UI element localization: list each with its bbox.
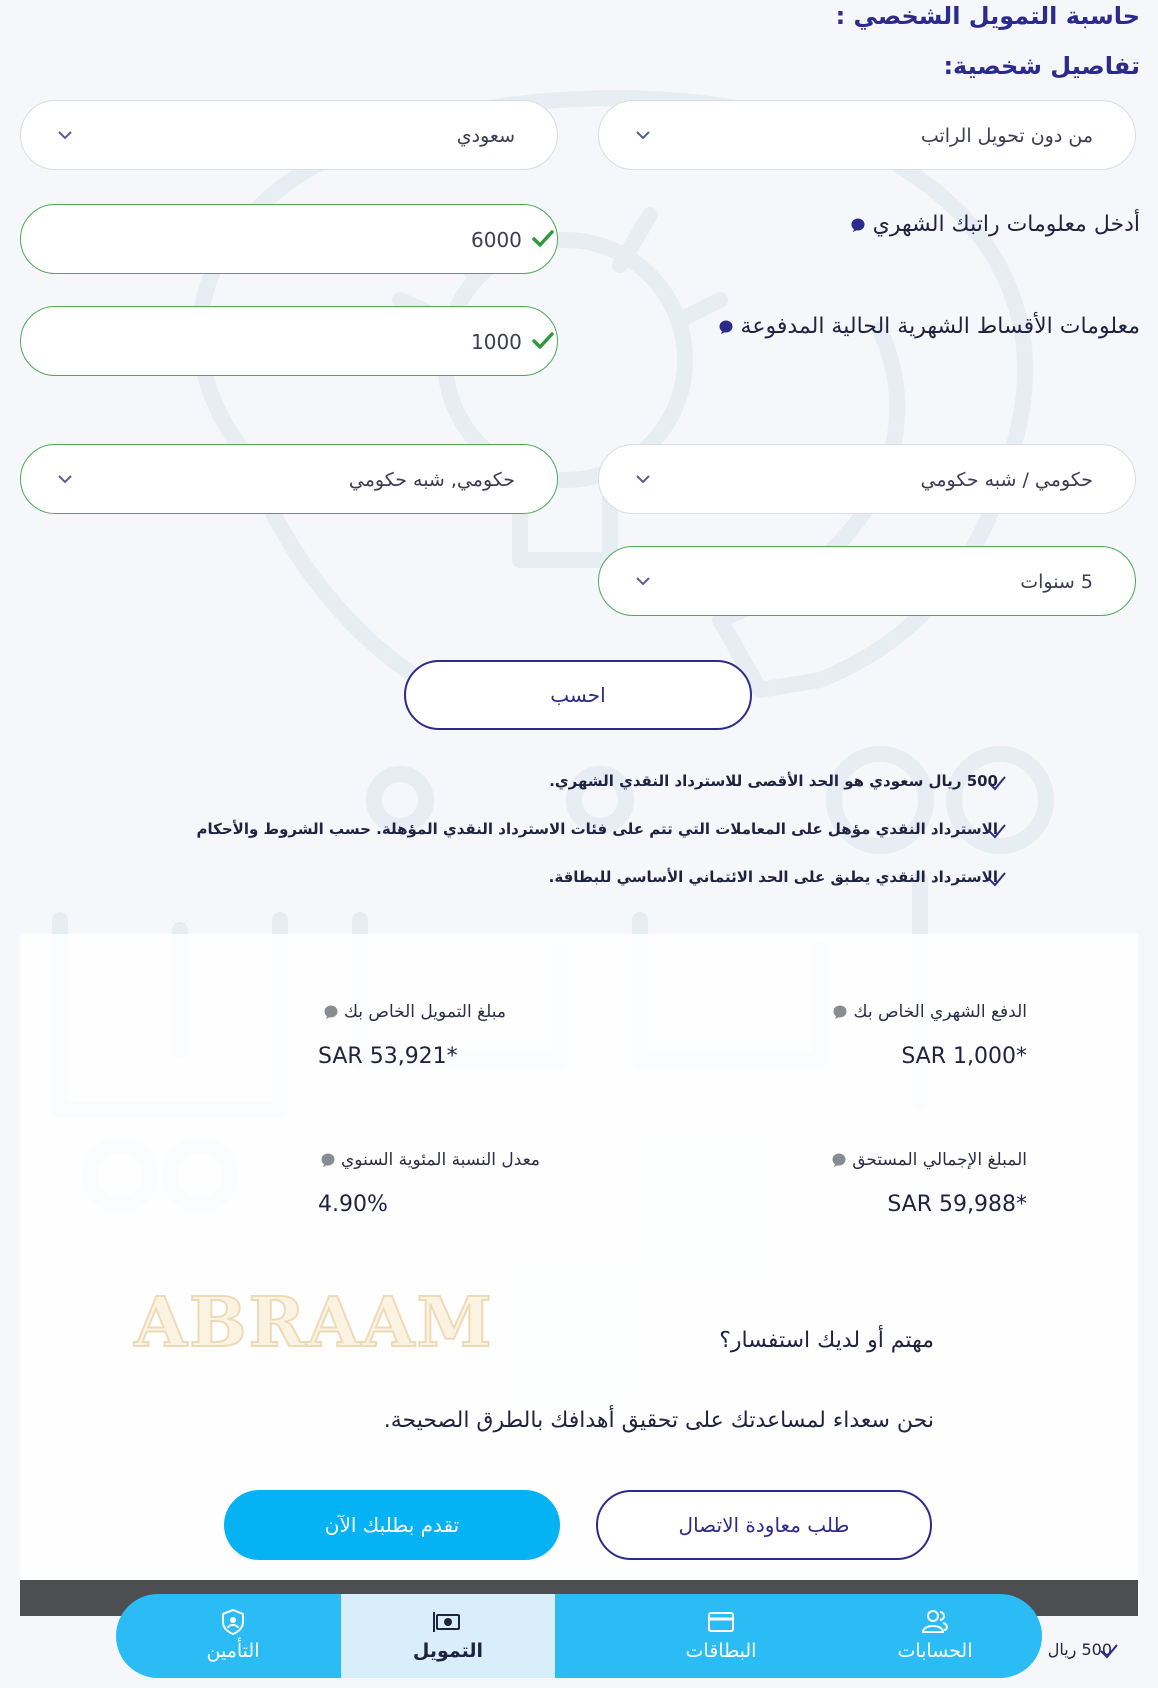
check-icon (1098, 1640, 1120, 1662)
info-icon[interactable] (831, 1152, 847, 1168)
salary-label-text: أدخل معلومات راتبك الشهري (872, 212, 1140, 237)
nationality-select-value: سعودي (456, 125, 515, 147)
monthly-payment-value: SAR 1,000* (901, 1044, 1027, 1069)
finance-amount-label-text: مبلغ التمويل الخاص بك (343, 1002, 506, 1022)
chevron-down-icon (53, 467, 77, 491)
employer-select[interactable] (20, 444, 558, 514)
employer-select-value: حكومي, شبه حكومي (348, 469, 515, 491)
total-due-label-text: المبلغ الإجمالي المستحق (852, 1150, 1027, 1170)
apply-now-button[interactable]: تقدم بطلبك الآن (224, 1490, 560, 1560)
nav-financing[interactable] (341, 1594, 555, 1678)
page-title: حاسبة التمويل الشخصي : (835, 2, 1140, 30)
info-icon[interactable] (320, 1152, 336, 1168)
tenure-select[interactable] (598, 546, 1136, 616)
chevron-down-icon (53, 123, 77, 147)
nav-insurance-label: التأمين (206, 1640, 260, 1662)
contact-question: مهتم أو لديك استفسار؟ (719, 1328, 934, 1353)
total-due-value: SAR 59,988* (887, 1192, 1027, 1217)
callback-request-button[interactable]: طلب معاودة الاتصال (596, 1490, 932, 1560)
chevron-down-icon (631, 569, 655, 593)
check-icon (529, 327, 557, 355)
bottom-navigation (116, 1594, 1042, 1678)
nav-cards[interactable] (614, 1594, 828, 1678)
info-icon[interactable] (850, 217, 866, 233)
installments-label (712, 314, 1140, 339)
card-icon (706, 1608, 736, 1636)
finance-amount-label (317, 1002, 506, 1022)
calculate-button[interactable]: احسب (404, 660, 752, 730)
money-icon (433, 1608, 463, 1636)
sector-select-value: حكومي / شبه حكومي (920, 469, 1093, 491)
nav-accounts[interactable] (828, 1594, 1042, 1678)
salary-label (844, 212, 1140, 237)
total-due-label (825, 1150, 1027, 1170)
chevron-down-icon (631, 467, 655, 491)
note-item: الاسترداد النقدي مؤهل على المعاملات التي تتم على فئات الاسترداد النقدي المؤهلة. حسب الشروط والأحكام (196, 820, 998, 838)
abraam-watermark-logo (124, 1286, 504, 1356)
svg-text:ABRAAM: ABRAAM (134, 1286, 494, 1356)
nav-insurance[interactable] (126, 1594, 340, 1678)
salary-input-value: 6000 (471, 228, 522, 252)
installments-input-value: 1000 (471, 330, 522, 354)
finance-amount-value: SAR 53,921* (318, 1044, 458, 1069)
monthly-payment-label (826, 1002, 1027, 1022)
check-icon (529, 225, 557, 253)
tenure-select-value: 5 سنوات (1020, 571, 1093, 593)
chevron-down-icon (631, 123, 655, 147)
salary-input[interactable] (20, 204, 558, 274)
salary-transfer-select[interactable] (598, 100, 1136, 170)
info-icon[interactable] (832, 1004, 848, 1020)
installments-input[interactable] (20, 306, 558, 376)
installments-label-text: معلومات الأقساط الشهرية الحالية المدفوعة (740, 314, 1140, 339)
info-icon[interactable] (323, 1004, 339, 1020)
apr-label-text: معدل النسبة المئوية السنوي (340, 1150, 540, 1170)
shield-icon (218, 1608, 248, 1636)
info-icon[interactable] (718, 319, 734, 335)
note-item: 500 ريال سعودي هو الحد الأقصى للاسترداد النقدي الشهري. (549, 772, 998, 790)
results-card (20, 934, 1138, 1580)
nav-accounts-label: الحسابات (897, 1640, 973, 1662)
nav-financing-label: التمويل (412, 1640, 484, 1662)
nationality-select[interactable] (20, 100, 558, 170)
apr-value: 4.90% (318, 1192, 388, 1217)
apr-label (314, 1150, 540, 1170)
nav-cards-label: البطاقات (685, 1640, 757, 1662)
salary-transfer-select-value: من دون تحويل الراتب (920, 125, 1093, 147)
sector-select[interactable] (598, 444, 1136, 514)
users-icon (920, 1608, 950, 1636)
monthly-payment-label-text: الدفع الشهري الخاص بك (853, 1002, 1027, 1022)
bottom-note: 500 ريال (1047, 1640, 1112, 1659)
contact-help-text: نحن سعداء لمساعدتك على تحقيق أهدافك بالطرق الصحيحة. (383, 1408, 934, 1433)
note-item: الاسترداد النقدي يطبق على الحد الائتماني الأساسي للبطاقة. (548, 868, 998, 886)
section-subtitle: تفاصيل شخصية: (943, 52, 1140, 80)
